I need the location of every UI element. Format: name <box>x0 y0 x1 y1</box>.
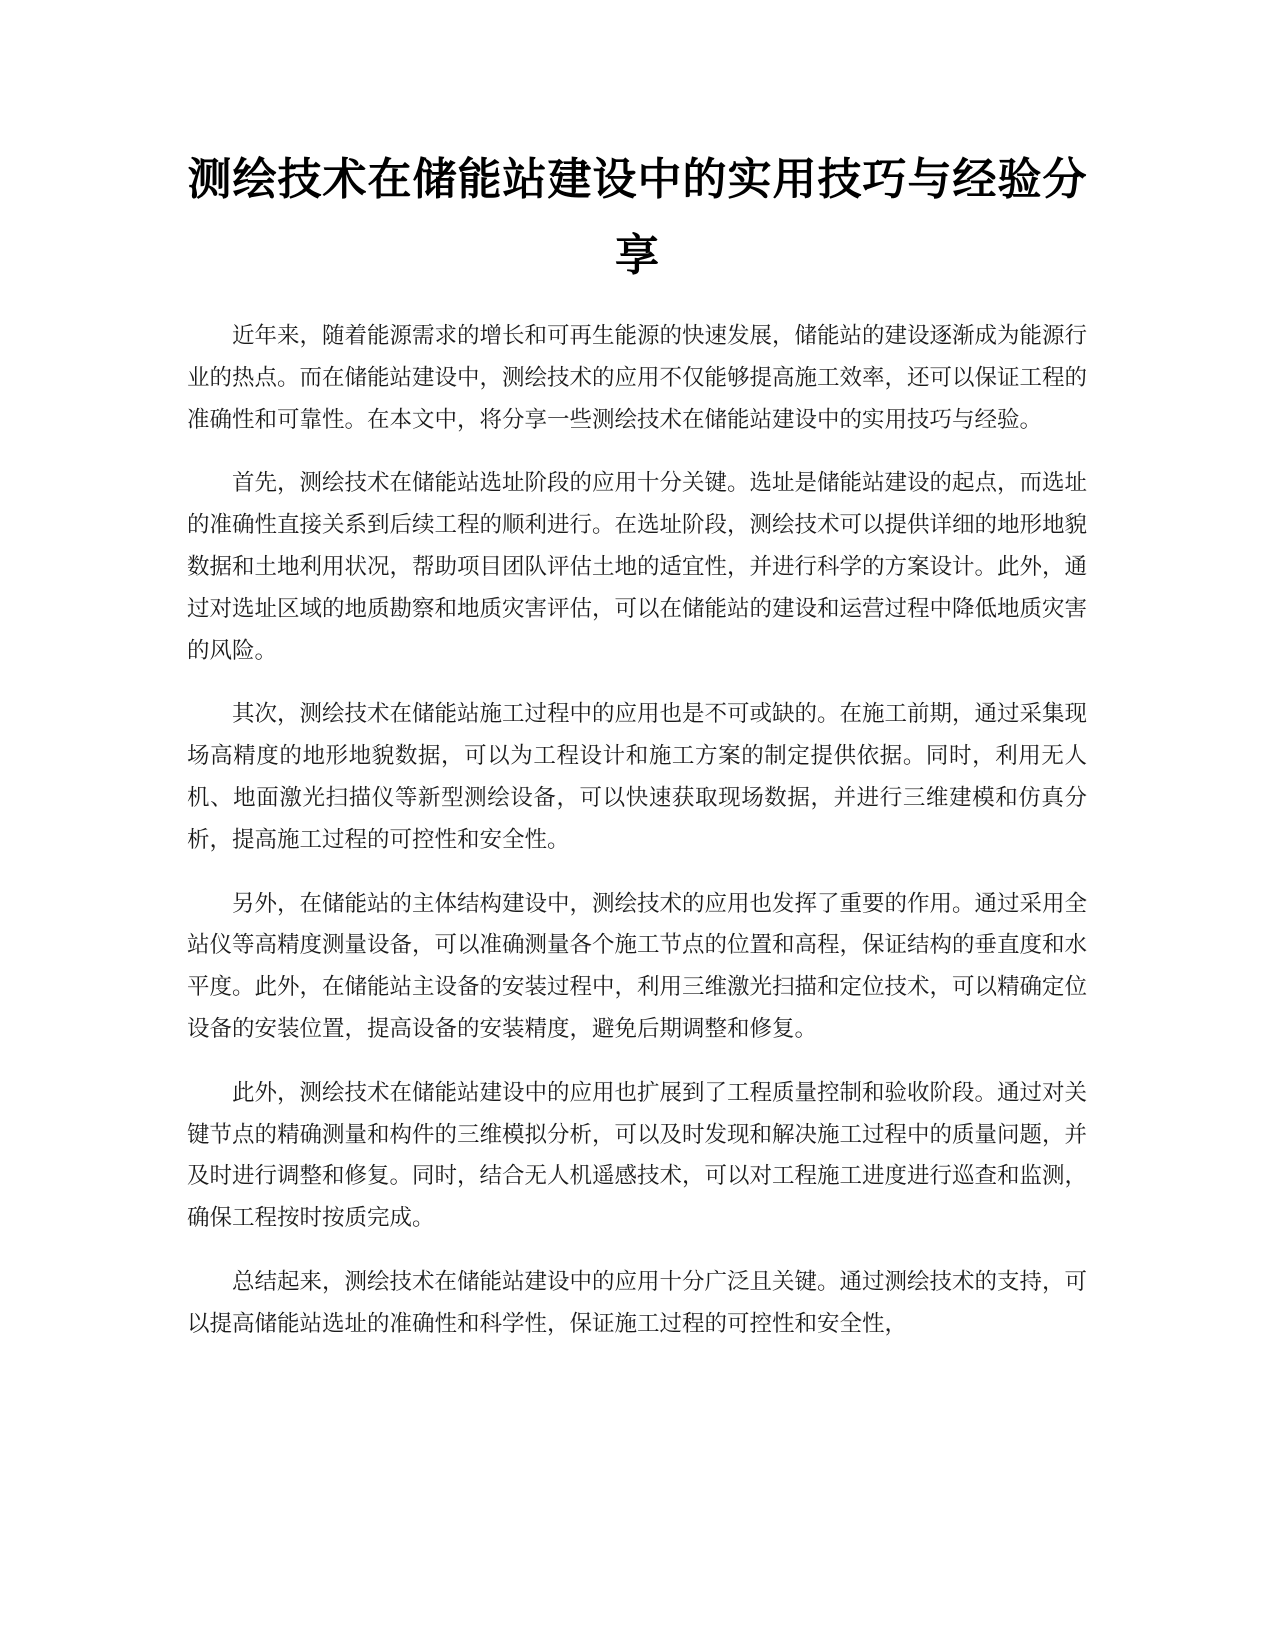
paragraph-4: 另外，在储能站的主体结构建设中，测绘技术的应用也发挥了重要的作用。通过采用全站仪等高精度测量设备，可以准确测量各个施工节点的位置和高程，保证结构的垂直度和水平度。此外，在储能站主设备的安装过程中，利用三维激光扫描和定位技术，可以精确定位设备的安装位置，提高设备的安装精度，避免后期调整和修复。 <box>187 890 1088 1042</box>
paragraph-2: 首先，测绘技术在储能站选址阶段的应用十分关键。选址是储能站建设的起点，而选址的准确性直接关系到后续工程的顺利进行。在选址阶段，测绘技术可以提供详细的地形地貌数据和土地利用状况，帮助项目团队评估土地的适宜性，并进行科学的方案设计。此外，通过对选址区域的地质勘察和地质灾害评估，可以在储能站的建设和运营过程中降低地质灾害的风险。 <box>187 470 1088 664</box>
paragraph-1: 近年来，随着能源需求的增长和可再生能源的快速发展，储能站的建设逐渐成为能源行业的热点。而在储能站建设中，测绘技术的应用不仅能够提高施工效率，还可以保证工程的准确性和可靠性。在本文中，将分享一些测绘技术在储能站建设中的实用技巧与经验。 <box>187 323 1088 433</box>
paragraph-5: 此外，测绘技术在储能站建设中的应用也扩展到了工程质量控制和验收阶段。通过对关键节点的精确测量和构件的三维模拟分析，可以及时发现和解决施工过程中的质量问题，并及时进行调整和修复。同时，结合无人机遥感技术，可以对工程施工进度进行巡查和监测，确保工程按时按质完成。 <box>187 1079 1088 1232</box>
document-title: 测绘技术在储能站建设中的实用技巧与经验分享 <box>187 154 1088 281</box>
paragraph-3: 其次，测绘技术在储能站施工过程中的应用也是不可或缺的。在施工前期，通过采集现场高精度的地形地貌数据，可以为工程设计和施工方案的制定提供依据。同时，利用无人机、地面激光扫描仪等新型测绘设备，可以快速获取现场数据，并进行三维建模和仿真分析，提高施工过程的可控性和安全性。 <box>187 701 1088 853</box>
document-body <box>187 316 1087 1368</box>
paragraph-6: 总结起来，测绘技术在储能站建设中的应用十分广泛且关键。通过测绘技术的支持，可以提高储能站选址的准确性和科学性，保证施工过程的可控性和安全性， <box>187 1268 1088 1337</box>
